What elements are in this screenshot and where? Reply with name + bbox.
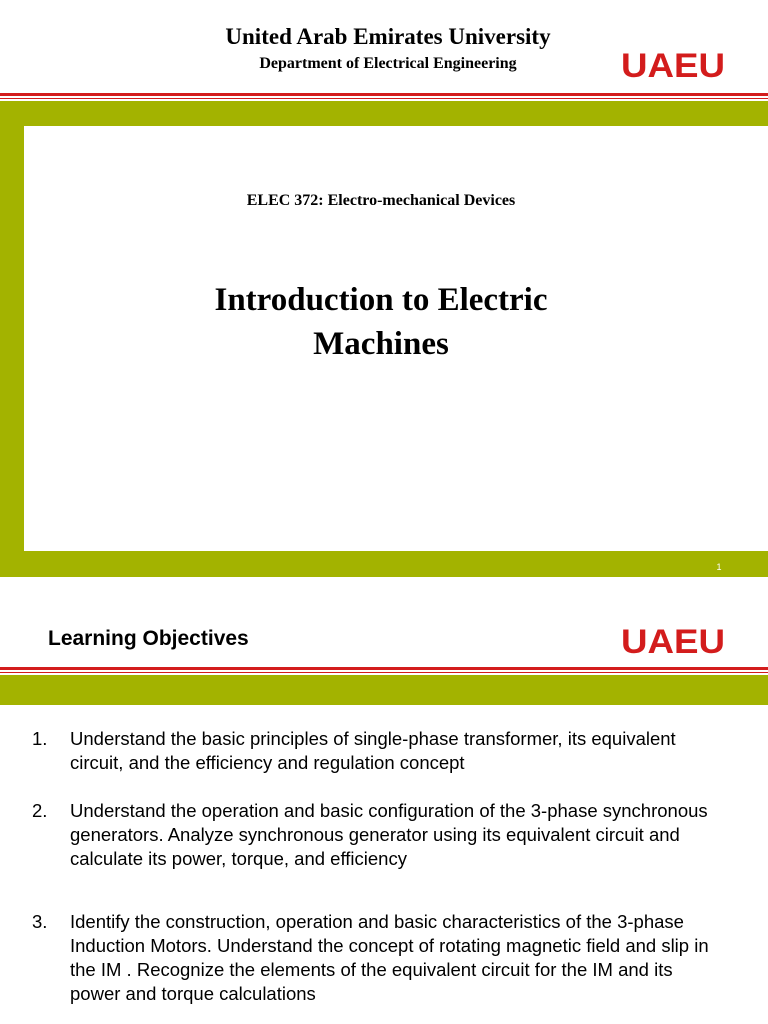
slide-frame xyxy=(0,101,768,577)
uaeu-logo: UAEU xyxy=(621,47,726,85)
slide-content-panel xyxy=(0,705,768,1024)
header-divider-thin xyxy=(0,98,768,99)
list-item-text: Identify the construction, operation and basic characteristics of the 3-phase Induction Motors. Understand the concept of rotating magnetic field and slip in the IM . Recognize the elements of the equivalent circuit for the IM and its power and torque calculations xyxy=(70,911,709,1004)
department-name: Department of Electrical Engineering xyxy=(259,55,517,72)
header-divider-thin xyxy=(0,672,768,673)
list-item-text: Understand the basic principles of single-phase transformer, its equivalent circuit, and the efficiency and regulation concept xyxy=(70,728,676,773)
list-item-text: Understand the operation and basic configuration of the 3-phase synchronous generators. Analyze synchronous generator using its equivalent circuit and calculate its power, torque, and efficiency xyxy=(70,800,708,869)
header-divider xyxy=(0,667,768,670)
slide-title-line2: Machines xyxy=(313,326,449,362)
objectives-slide xyxy=(0,577,768,1024)
list-item-number: 1. xyxy=(32,728,48,749)
objectives-heading: Learning Objectives xyxy=(48,627,249,650)
slide-content-panel xyxy=(24,126,768,551)
list-item-number: 3. xyxy=(32,911,48,932)
slide-title xyxy=(24,278,738,366)
course-title: ELEC 372: Electro-mechanical Devices xyxy=(246,192,516,209)
slide-title-line1: Introduction to Electric xyxy=(214,282,548,318)
header-divider xyxy=(0,93,768,96)
university-name: United Arab Emirates University xyxy=(225,24,551,49)
list-item-number: 2. xyxy=(32,800,48,821)
page-number: 1 xyxy=(716,562,722,572)
uaeu-logo: UAEU xyxy=(621,623,726,661)
slide-frame xyxy=(0,675,768,1024)
